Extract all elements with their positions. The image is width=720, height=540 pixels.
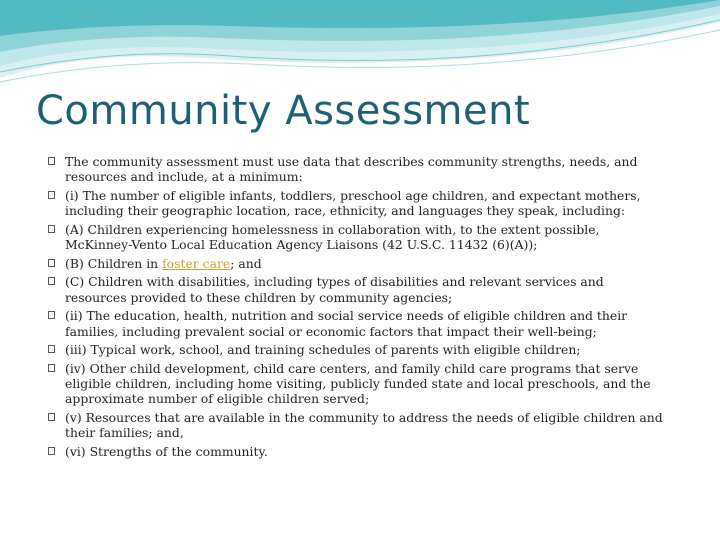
square-bullet-icon: [48, 277, 55, 285]
bullet-text: ; and: [230, 255, 262, 271]
square-bullet-icon: [48, 191, 55, 199]
bullet-text: The community assessment must use data that describes community strengths, needs, and resources and include, at a minimum:: [65, 154, 638, 185]
square-bullet-icon: [48, 311, 55, 319]
list-item: [48, 256, 666, 271]
list-item: [48, 154, 666, 184]
square-bullet-icon: [48, 259, 55, 267]
list-item: [48, 410, 666, 440]
square-bullet-icon: [48, 413, 55, 421]
bullet-text: (v) Resources that are available in the community to address the needs of eligible children and their families; and,: [65, 410, 663, 441]
bullet-text: (iv) Other child development, child care centers, and family child care programs that serve eligible children, including home visiting, publicly funded state and local preschools, and the approximate number of eligible children served;: [65, 360, 651, 407]
square-bullet-icon: [48, 447, 55, 455]
header-wave-decoration: [0, 0, 720, 90]
square-bullet-icon: [48, 225, 55, 233]
list-item: [48, 342, 666, 357]
square-bullet-icon: [48, 157, 55, 165]
bullet-text: (ii) The education, health, nutrition and social service needs of eligible children and their families, including prevalent social or economic factors that impact their well-being;: [65, 308, 628, 339]
square-bullet-icon: [48, 345, 55, 353]
foster-care-link[interactable]: foster care: [162, 255, 231, 271]
bullet-text: (vi) Strengths of the community.: [65, 443, 268, 459]
list-item: [48, 308, 666, 338]
list-item: [48, 444, 666, 459]
bullet-text: (C) Children with disabilities, including types of disabilities and relevant services and resources provided to these children by community agencies;: [65, 274, 604, 305]
bullet-list: [48, 154, 666, 463]
list-item: [48, 274, 666, 304]
bullet-text: (B) Children in: [65, 255, 163, 271]
bullet-text: (i) The number of eligible infants, toddlers, preschool age children, and expectant mothers, including their geographic location, race, ethnicity, and languages they speak, including:: [65, 187, 641, 219]
bullet-text: (iii) Typical work, school, and training schedules of parents with eligible children;: [65, 342, 581, 358]
list-item: [48, 222, 666, 252]
square-bullet-icon: [48, 364, 55, 372]
list-item: [48, 188, 666, 218]
slide-title: Community Assessment: [36, 88, 531, 134]
list-item: [48, 361, 666, 407]
bullet-text: (A) Children experiencing homelessness in collaboration with, to the extent possible, McKinney-Vento Local Education Agency Liaisons (42 U.S.C. 11432 (6)(A));: [65, 221, 600, 253]
